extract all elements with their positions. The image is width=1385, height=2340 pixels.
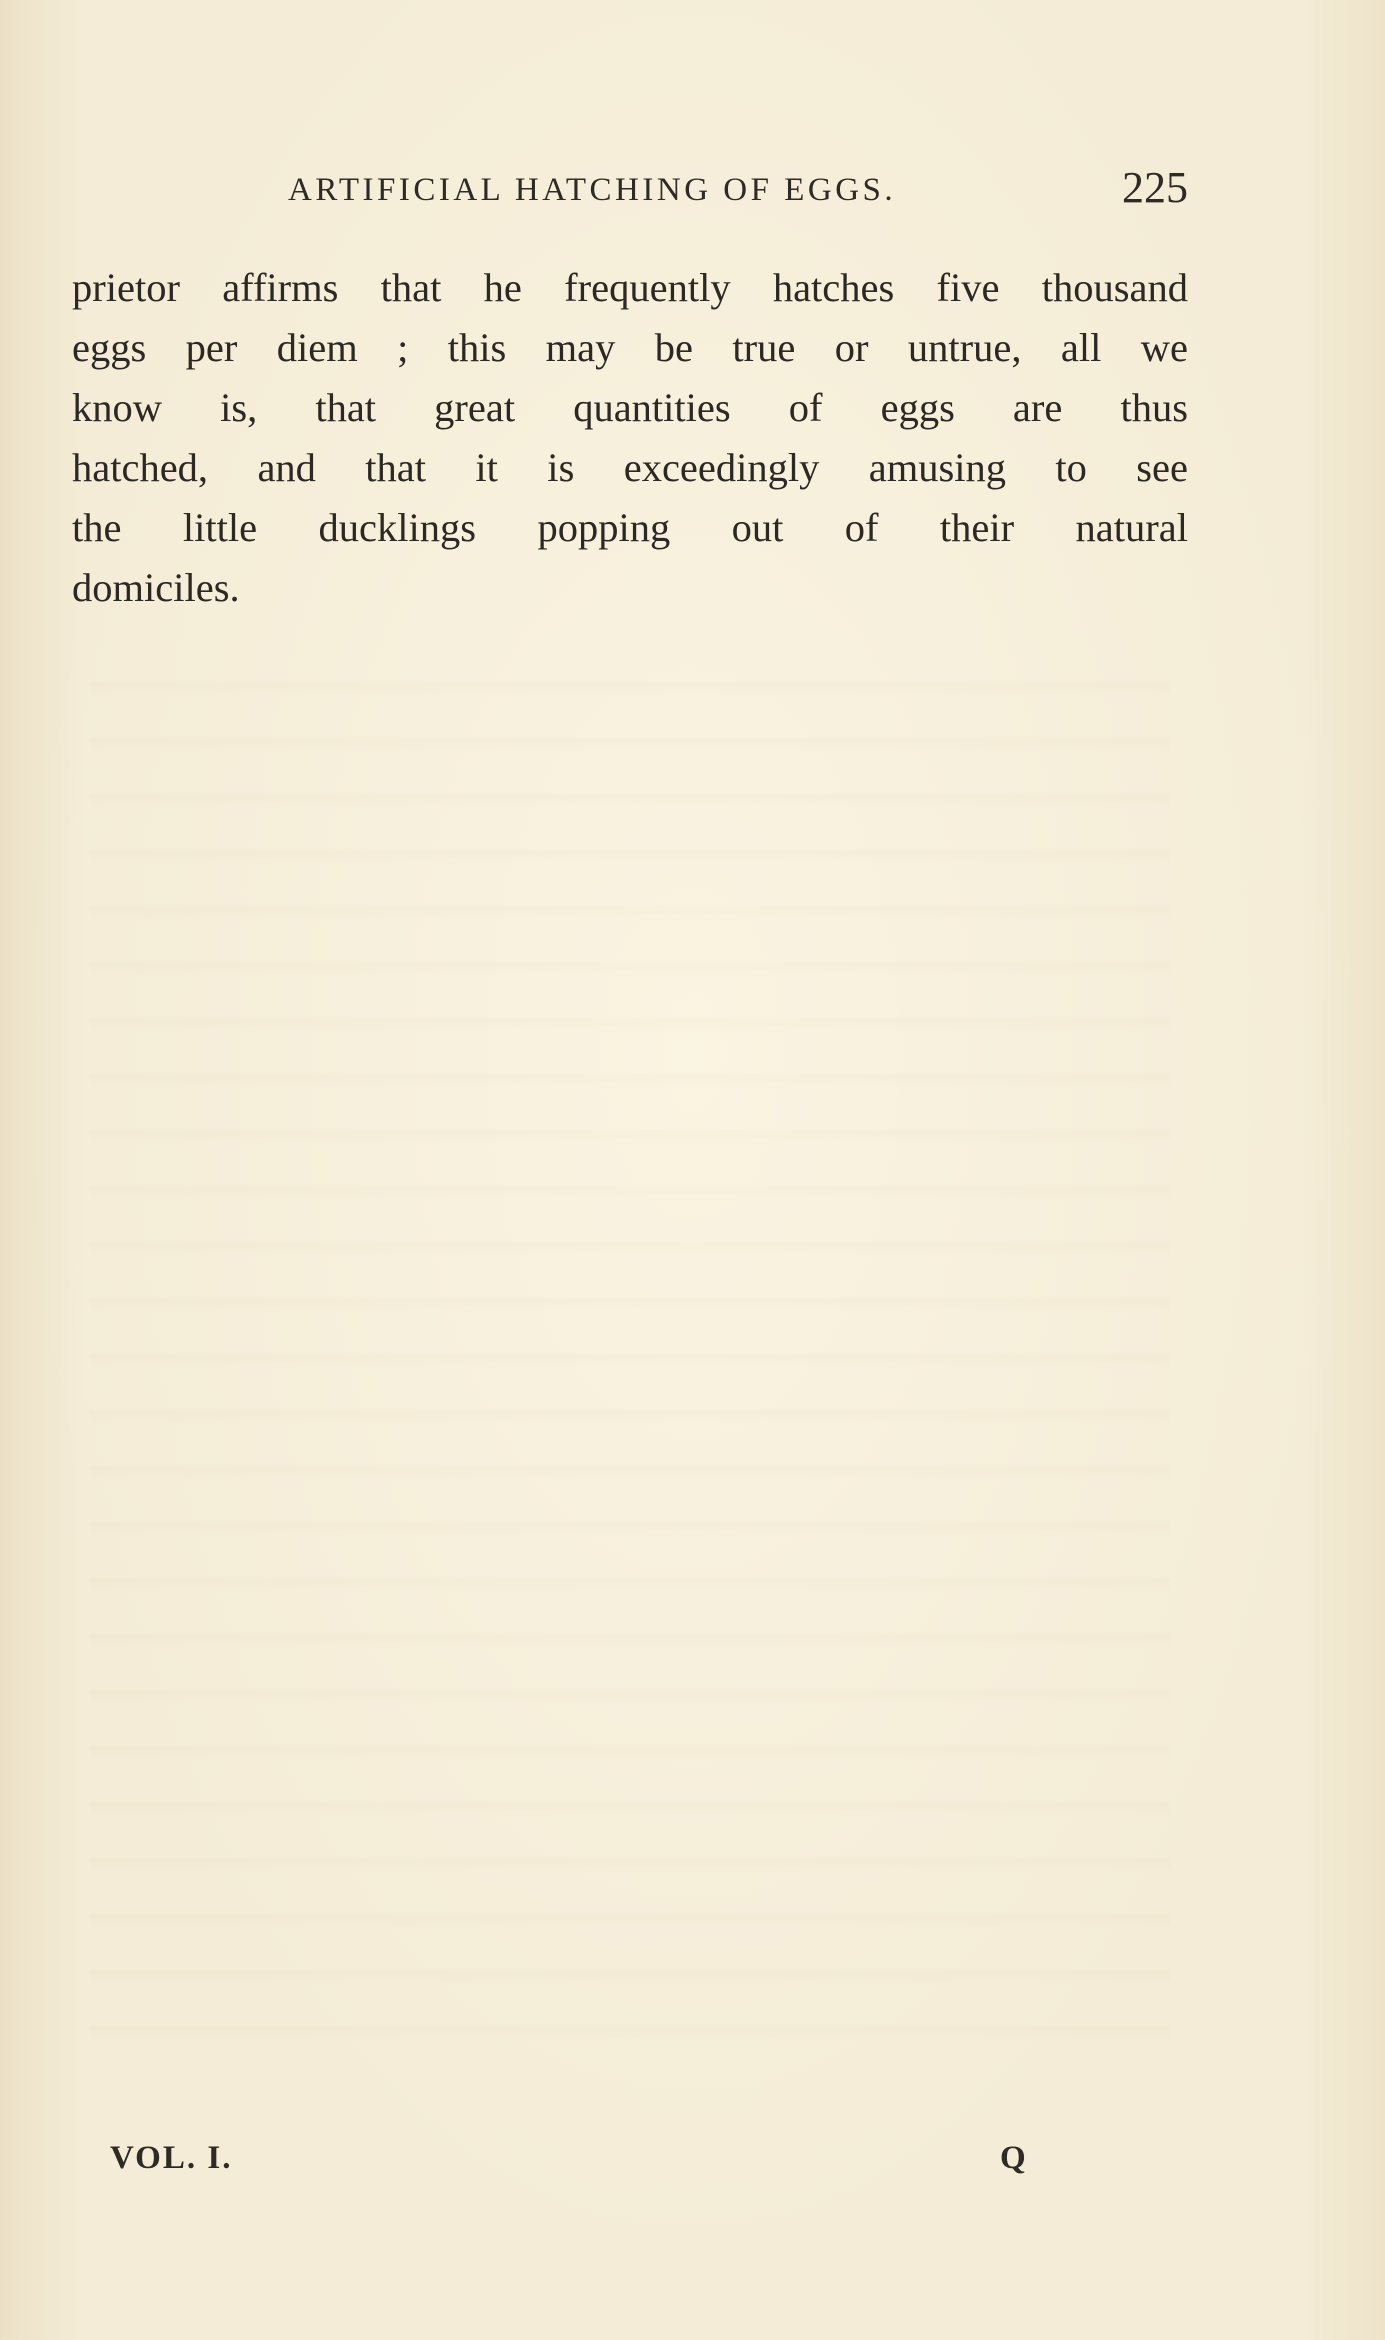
body-line-3: know is, that great quantities of eggs are thus: [72, 385, 1188, 430]
signature-mark: Q: [1000, 2140, 1026, 2176]
show-through-texture: [90, 640, 1170, 2040]
page-footer: [110, 2140, 1110, 2190]
body-line-5: the little ducklings popping out of their natural: [72, 505, 1188, 550]
page-number: 225: [1122, 163, 1188, 212]
body-line-1: prietor affirms that he frequently hatches five thousand: [72, 265, 1188, 310]
body-line-4: hatched, and that it is exceedingly amusing to see: [72, 445, 1188, 490]
running-title: ARTIFICIAL HATCHING OF EGGS.: [288, 172, 897, 208]
running-head: [72, 160, 1188, 220]
body-line-6: domiciles.: [72, 565, 240, 610]
volume-mark: VOL. I.: [110, 2140, 233, 2176]
body-line-2: eggs per diem ; this may be true or untrue, all we: [72, 325, 1188, 370]
body-paragraph: [72, 258, 1188, 618]
